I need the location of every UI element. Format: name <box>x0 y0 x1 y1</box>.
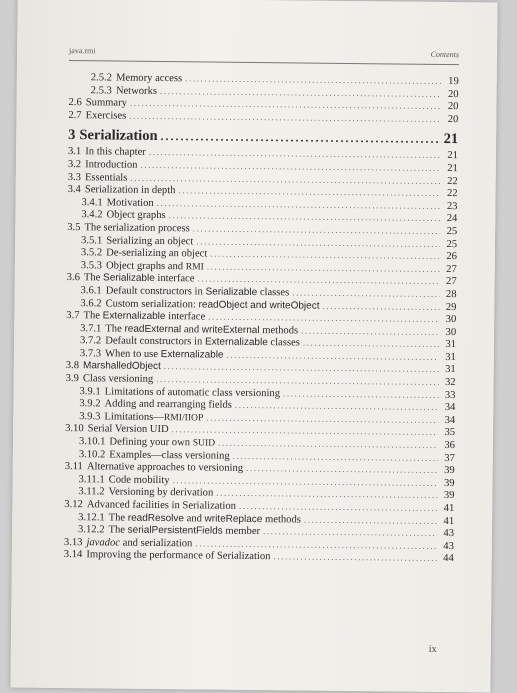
toc-entry-page: 36 <box>444 440 456 452</box>
dot-leader <box>206 412 438 424</box>
dot-leader <box>164 362 439 375</box>
title-acronym: SUID <box>192 437 216 449</box>
toc-entry-page: 41 <box>443 515 455 527</box>
toc-entry-page: 27 <box>446 263 457 275</box>
toc-entry-page: 32 <box>444 377 456 389</box>
page-folio: ix <box>428 643 437 655</box>
toc-chapter-number: 3 <box>68 126 76 143</box>
toc-entry-page: 39 <box>443 490 455 502</box>
toc-entry-page: 20 <box>447 101 459 113</box>
dot-leader <box>178 185 440 198</box>
toc-entry-number: 3.7.2 <box>79 335 102 347</box>
toc-entry-title: Serialization in depth <box>84 184 176 197</box>
toc-entry-number: 2.5.2 <box>90 72 113 84</box>
toc-entry-number: 3.5.3 <box>80 259 103 272</box>
title-text: interface <box>157 273 195 285</box>
toc-entry-page: 20 <box>447 88 459 100</box>
toc-entry-number: 3.10.1 <box>78 436 106 448</box>
dot-leader <box>210 249 440 261</box>
dot-leader <box>218 438 438 450</box>
title-code: Externalizable <box>160 348 224 361</box>
dot-leader <box>193 223 441 236</box>
dot-leader <box>172 425 439 438</box>
toc-entry-page: 30 <box>445 314 457 326</box>
toc-entry-number: 3.2 <box>67 159 82 171</box>
toc-entry-page: 25 <box>446 225 458 238</box>
title-text: The <box>83 272 101 284</box>
dot-leader <box>216 488 437 500</box>
dot-leader <box>303 338 439 349</box>
title-code: Externalizable <box>204 336 268 349</box>
toc-entry-page: 39 <box>444 465 455 477</box>
dot-leader <box>169 210 441 223</box>
toc-entry-title: Exercises <box>85 110 127 122</box>
toc-entry-number: 3.4.2 <box>81 209 103 221</box>
toc-entry-number: 3.4.1 <box>81 196 103 209</box>
toc-entry-title: In this chapter <box>85 146 146 159</box>
title-text: methods <box>262 324 299 337</box>
dot-leader <box>233 450 438 462</box>
toc-entry-page: 31 <box>445 339 457 351</box>
toc-entry-title: MarshalledObject <box>82 360 161 373</box>
dot-leader <box>235 400 439 412</box>
dot-leader <box>322 300 439 311</box>
title-acronym: RMI/IIOP <box>163 411 204 424</box>
toc-entry-title <box>104 411 203 423</box>
dot-leader <box>301 325 439 336</box>
dot-leader <box>207 261 440 273</box>
dot-leader <box>196 236 440 249</box>
toc-chapter-title: Serialization <box>79 127 158 144</box>
running-header-right: Contents <box>430 49 460 60</box>
dot-leader <box>197 274 439 287</box>
dot-leader <box>263 526 437 538</box>
toc-entry-page: 29 <box>445 301 457 313</box>
toc-entry-number: 3.9.3 <box>79 411 101 423</box>
toc-entry-title: Introduction <box>85 159 138 171</box>
toc-entry-number: 2.6 <box>68 97 82 109</box>
title-text: and <box>186 512 202 525</box>
toc-entry <box>68 110 458 127</box>
dot-leader <box>130 98 442 111</box>
toc-entry-number: 3.12 <box>64 499 83 511</box>
title-text: interface <box>168 311 206 323</box>
title-acronym: RMI <box>185 260 204 273</box>
toc-entry-page: 30 <box>445 326 457 338</box>
toc-entry-number: 3.9.1 <box>79 385 101 398</box>
toc-entry-page: 31 <box>445 364 456 376</box>
toc-entry-title: Class versioning <box>82 373 154 386</box>
toc-entry-page: 24 <box>446 213 458 225</box>
title-text: The <box>83 310 101 322</box>
toc-entry-number: 3.6 <box>66 272 80 284</box>
toc-entry-title <box>83 310 205 322</box>
toc-entry-title <box>106 285 290 298</box>
toc-entry-number: 3.5 <box>67 221 81 234</box>
table-of-contents <box>64 72 459 566</box>
toc-entry-page: 23 <box>446 200 458 212</box>
toc-entry-page: 21 <box>447 162 458 175</box>
toc-entry-number: 3.10.2 <box>78 448 106 461</box>
toc-entry-page: 44 <box>443 553 454 565</box>
title-code: writeReplace <box>204 513 263 525</box>
title-code: readObject <box>198 298 248 311</box>
toc-entry-title: Memory access <box>115 72 183 85</box>
title-text: Defining your own <box>109 436 191 449</box>
title-text: classes <box>259 286 290 299</box>
dot-leader <box>304 514 437 525</box>
toc-entry-title: Improving the performance of Serialization <box>86 549 271 563</box>
running-header-left: java.rmi <box>69 46 96 56</box>
toc-entry-number: 3.11.1 <box>78 473 105 486</box>
toc-entry-title: Versioning by derivation <box>108 486 214 499</box>
toc-entry-number: 2.7 <box>68 109 82 121</box>
book-page <box>10 0 497 692</box>
dot-leader <box>157 198 441 211</box>
toc-entry-number: 3.9.2 <box>79 398 101 410</box>
title-text: Custom serialization: <box>105 297 196 310</box>
toc-entry-title: Adding and rearranging fields <box>104 398 233 412</box>
toc-entry-title: Object graphs <box>106 209 166 222</box>
title-code: Serializable <box>205 286 258 298</box>
toc-entry-page: 31 <box>445 351 456 363</box>
toc-entry-title: Code mobility <box>108 474 170 486</box>
dot-leader <box>160 86 442 99</box>
dot-leader <box>292 287 439 299</box>
toc-entry-title: The serialization process <box>84 222 190 235</box>
toc-entry-title <box>105 348 224 360</box>
toc-entry-title: Motivation <box>106 197 154 209</box>
toc-entry-page: 43 <box>443 528 455 540</box>
toc-entry-page: 34 <box>444 402 456 414</box>
title-text: Default constructors in <box>105 335 203 348</box>
toc-entry-page: 22 <box>446 188 458 200</box>
toc-entry-number: 3.4 <box>67 184 81 196</box>
toc-entry-page: 27 <box>446 276 457 288</box>
dot-leader <box>173 475 438 488</box>
dot-leader <box>283 388 439 400</box>
toc-entry-title <box>109 512 301 525</box>
toc-entry-title <box>105 336 300 349</box>
title-text: classes <box>270 337 300 349</box>
toc-entry-number: 3.10 <box>65 423 84 435</box>
toc-entry-page: 26 <box>446 251 457 263</box>
toc-entry-title: Serial Version UID <box>87 423 169 436</box>
toc-chapter-page: 21 <box>443 130 459 148</box>
toc-entry-number: 3.1 <box>67 146 82 158</box>
title-code: Serializable <box>103 272 155 285</box>
toc-entry-page: 35 <box>444 427 456 439</box>
dot-leader <box>140 160 440 173</box>
toc-entry-title: Examples—class versioning <box>109 449 230 462</box>
toc-entry-title: Advanced facilities in Serialization <box>86 499 237 512</box>
toc-entry-title <box>106 260 204 272</box>
toc-entry-page: 25 <box>446 238 458 250</box>
toc-entry-title <box>86 537 192 549</box>
title-text: and <box>183 323 200 336</box>
toc-entry-number: 3.8 <box>65 360 80 372</box>
toc-entry-page: 34 <box>444 414 456 426</box>
toc-entry-number: 3.5.1 <box>81 234 103 246</box>
toc-entry-page: 39 <box>443 477 455 489</box>
title-code: writeObject <box>269 299 320 312</box>
dot-leader <box>185 73 442 86</box>
toc-entry-page: 22 <box>447 175 458 187</box>
dot-leader <box>226 350 438 362</box>
toc-entry-number: 3.6.1 <box>80 285 102 297</box>
toc-entry-title <box>106 298 320 311</box>
title-code: writeExternal <box>201 324 260 336</box>
dot-leader <box>239 501 437 513</box>
toc-entry-number: 3.11.2 <box>78 486 105 498</box>
toc-entry-number: 3.6.2 <box>80 297 102 309</box>
dot-leader <box>160 129 440 147</box>
dot-leader <box>195 538 437 551</box>
toc-entry-title: Alternative approaches to versioning <box>86 461 244 475</box>
dot-leader <box>130 172 440 185</box>
dot-leader <box>208 312 439 324</box>
toc-entry-page: 43 <box>443 540 454 552</box>
toc-entry-title: Essentials <box>84 171 128 184</box>
toc-entry-page: 33 <box>444 389 456 401</box>
title-text: and <box>250 299 267 311</box>
title-text: Limitations— <box>104 411 164 423</box>
toc-entry-page: 20 <box>447 113 459 125</box>
toc-entry-title <box>84 273 195 285</box>
title-code: readExternal <box>124 323 182 335</box>
toc-entry-page: 19 <box>448 76 459 88</box>
toc-entry-page: 21 <box>447 150 459 162</box>
dot-leader <box>273 552 436 564</box>
toc-entry-number: 3.14 <box>63 549 83 561</box>
title-code: readResolve <box>127 512 185 524</box>
dot-leader <box>149 147 441 160</box>
running-header <box>69 44 459 65</box>
title-text: member <box>225 525 261 538</box>
toc-entry-title: Limitations of automatic class versioning <box>104 386 281 399</box>
toc-entry-number: 3.12.2 <box>77 524 105 536</box>
title-text: and serialization <box>122 537 193 550</box>
title-text: Object graphs and <box>105 260 184 272</box>
title-code: Externalizable <box>102 310 166 323</box>
title-code: serialPersistentFields <box>127 524 223 537</box>
toc-entry-title: Summary <box>85 97 128 109</box>
toc-entry-number: 2.5.3 <box>90 84 112 97</box>
toc-entry-page: 28 <box>445 288 457 301</box>
toc-entry-number: 3.7 <box>66 310 80 322</box>
toc-entry-page: 37 <box>444 452 455 464</box>
toc-entry-title: De-serializing an object <box>106 247 208 260</box>
dot-leader <box>129 110 441 123</box>
title-text: methods <box>264 513 301 526</box>
toc-entry-number: 3.7.1 <box>80 322 102 335</box>
toc-entry-number: 3.11 <box>64 461 83 473</box>
toc-entry-title: Serializing an object <box>106 234 194 247</box>
title-text: The <box>108 512 126 524</box>
title-text: The <box>108 524 126 536</box>
title-text: The <box>105 323 122 335</box>
dot-leader <box>156 374 438 387</box>
toc-entry <box>64 549 454 566</box>
toc-entry-page: 41 <box>443 502 455 515</box>
toc-entry-number: 3.12.1 <box>78 511 105 524</box>
title-text: Default constructors in <box>105 285 203 298</box>
toc-entry-number: 3.13 <box>63 536 83 548</box>
toc-entry-number: 3.9 <box>65 373 79 385</box>
toc-entry-number: 3.3 <box>67 171 82 183</box>
toc-entry-title: Networks <box>115 85 158 97</box>
toc-entry-number: 3.7.3 <box>79 348 102 360</box>
toc-entry-number: 3.5.2 <box>80 247 103 259</box>
dot-leader <box>246 463 438 475</box>
title-text: When to use <box>105 348 159 360</box>
toc-entry-title <box>105 323 298 336</box>
title-italic: javadoc <box>86 537 121 549</box>
toc-entry-title <box>109 437 215 449</box>
toc-entry-title <box>108 525 260 538</box>
